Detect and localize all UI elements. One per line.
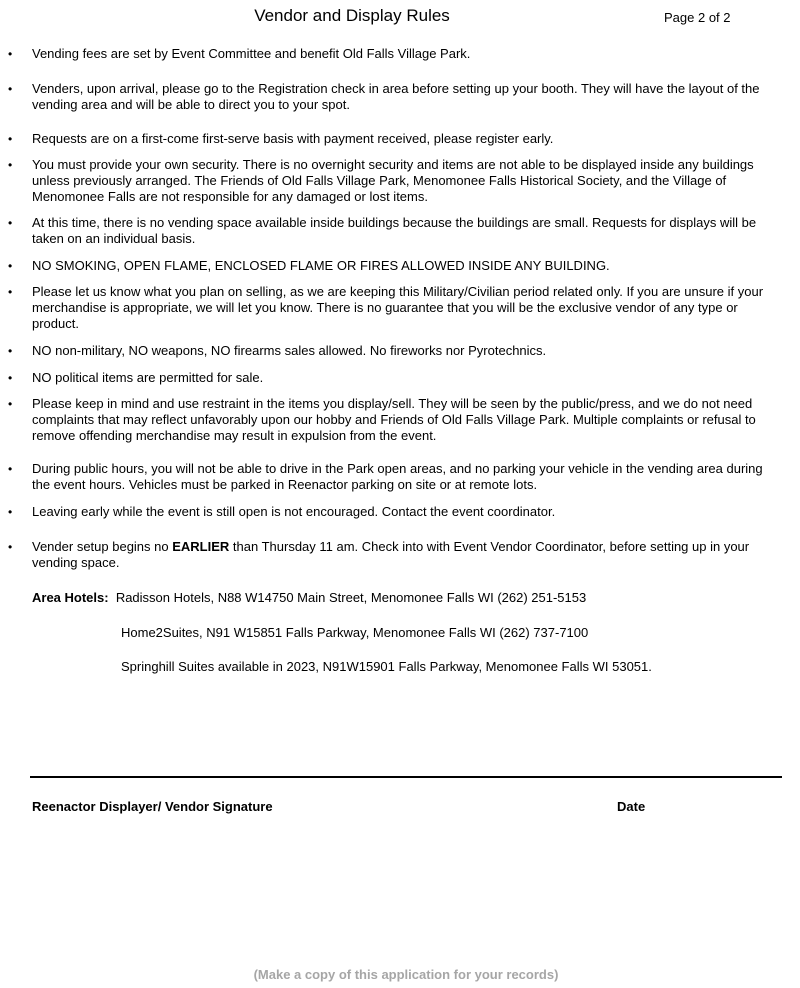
bullet-icon: • (8, 158, 13, 172)
page-title: Vendor and Display Rules (254, 6, 450, 25)
bullet-icon: • (8, 216, 13, 230)
rule-item (8, 343, 784, 359)
rule-item (8, 461, 784, 493)
bullet-icon: • (8, 344, 13, 358)
hotel-line (32, 590, 586, 606)
bullet-icon: • (8, 259, 13, 273)
bullet-icon: • (8, 397, 13, 411)
signature-line[interactable] (30, 776, 782, 778)
rule-item (8, 131, 784, 147)
hotel-line (121, 625, 588, 641)
setup-text-before: Vender setup begins no (32, 539, 173, 554)
rule-item (8, 215, 784, 247)
setup-emphasis: EARLIER (172, 539, 230, 554)
rule-text: NO non-military, NO weapons, NO firearms sales allowed. No fireworks nor Pyrotechnics. (32, 343, 547, 358)
footer-note: (Make a copy of this application for your records) (253, 967, 559, 982)
bullet-icon: • (8, 540, 13, 554)
rule-text: NO SMOKING, OPEN FLAME, ENCLOSED FLAME OR FIRES ALLOWED INSIDE ANY BUILDING. (32, 258, 610, 273)
date-label: Date (617, 799, 646, 814)
rule-text: NO political items are permitted for sale. (32, 370, 264, 385)
hotel-item: Springhill Suites available in 2023, N91W15901 Falls Parkway, Menomonee Falls WI 53051. (121, 659, 652, 674)
bullet-icon: • (8, 371, 13, 385)
rule-item (8, 81, 784, 113)
bullet-icon: • (8, 505, 13, 519)
setup-text-after: than Thursday 11 am. Check into with Event Vendor Coordinator, before setting up in your vending space. (32, 539, 750, 570)
rule-text: Please keep in mind and use restraint in the items you display/sell. They will be seen by the public/press, and we do not need complaints that may reflect unfavorably upon our hobby and Friends of Old Falls Village Park. Multiple complaints or refusal to remove offending merchandise may result in expulsion from the event. (32, 396, 756, 443)
signature-label: Reenactor Displayer/ Vendor Signature (32, 799, 273, 814)
rule-text: Requests are on a first-come first-serve basis with payment received, please register early. (32, 131, 554, 146)
page-number: Page 2 of 2 (664, 10, 731, 25)
rule-item (8, 157, 784, 205)
rule-text: Vending fees are set by Event Committee and benefit Old Falls Village Park. (32, 46, 471, 61)
bullet-icon: • (8, 82, 13, 96)
bullet-icon: • (8, 47, 13, 61)
hotel-item: Home2Suites, N91 W15851 Falls Parkway, Menomonee Falls WI (262) 737-7100 (121, 625, 589, 640)
rule-text: At this time, there is no vending space available inside buildings because the buildings are small. Requests for displays will be taken on an individual basis. (32, 215, 757, 246)
rule-text: You must provide your own security. There is no overnight security and items are not able to be displayed inside any buildings unless previously arranged. The Friends of Old Falls Village Park, Menomonee Falls Historical Society, and the Village of Menomonee Falls are not responsible for any damaged or lost items. (32, 157, 754, 204)
bullet-icon: • (8, 132, 13, 146)
bullet-icon: • (8, 285, 13, 299)
rule-text: During public hours, you will not be able to drive in the Park open areas, and no parking your vehicle in the vending area during the event hours. Vehicles must be parked in Reenactor parking on site or at remote lots. (32, 461, 763, 492)
rule-item (8, 504, 784, 520)
rule-item (8, 46, 784, 62)
hotel-item: Radisson Hotels, N88 W14750 Main Street, Menomonee Falls WI (262) 251-5153 (115, 590, 587, 605)
rule-item (8, 284, 784, 332)
rule-text: Please let us know what you plan on selling, as we are keeping this Military/Civilian period related only. If you are unsure if your merchandise is appropriate, we will let you know. There is no guarantee that you will be the exclusive vendor of any type or product. (32, 284, 764, 331)
rule-item-setup (8, 539, 784, 571)
rule-item (8, 396, 784, 444)
rule-item (8, 370, 784, 386)
rule-text: Venders, upon arrival, please go to the Registration check in area before setting up your booth. They will have the layout of the vending area and will be able to direct you to your spot. (32, 81, 760, 112)
hotels-label: Area Hotels: (32, 590, 109, 605)
rule-text (32, 539, 784, 571)
bullet-icon: • (8, 462, 13, 476)
rule-item (8, 258, 784, 274)
rule-text: Leaving early while the event is still open is not encouraged. Contact the event coordinator. (32, 504, 556, 519)
hotel-line (121, 659, 652, 675)
